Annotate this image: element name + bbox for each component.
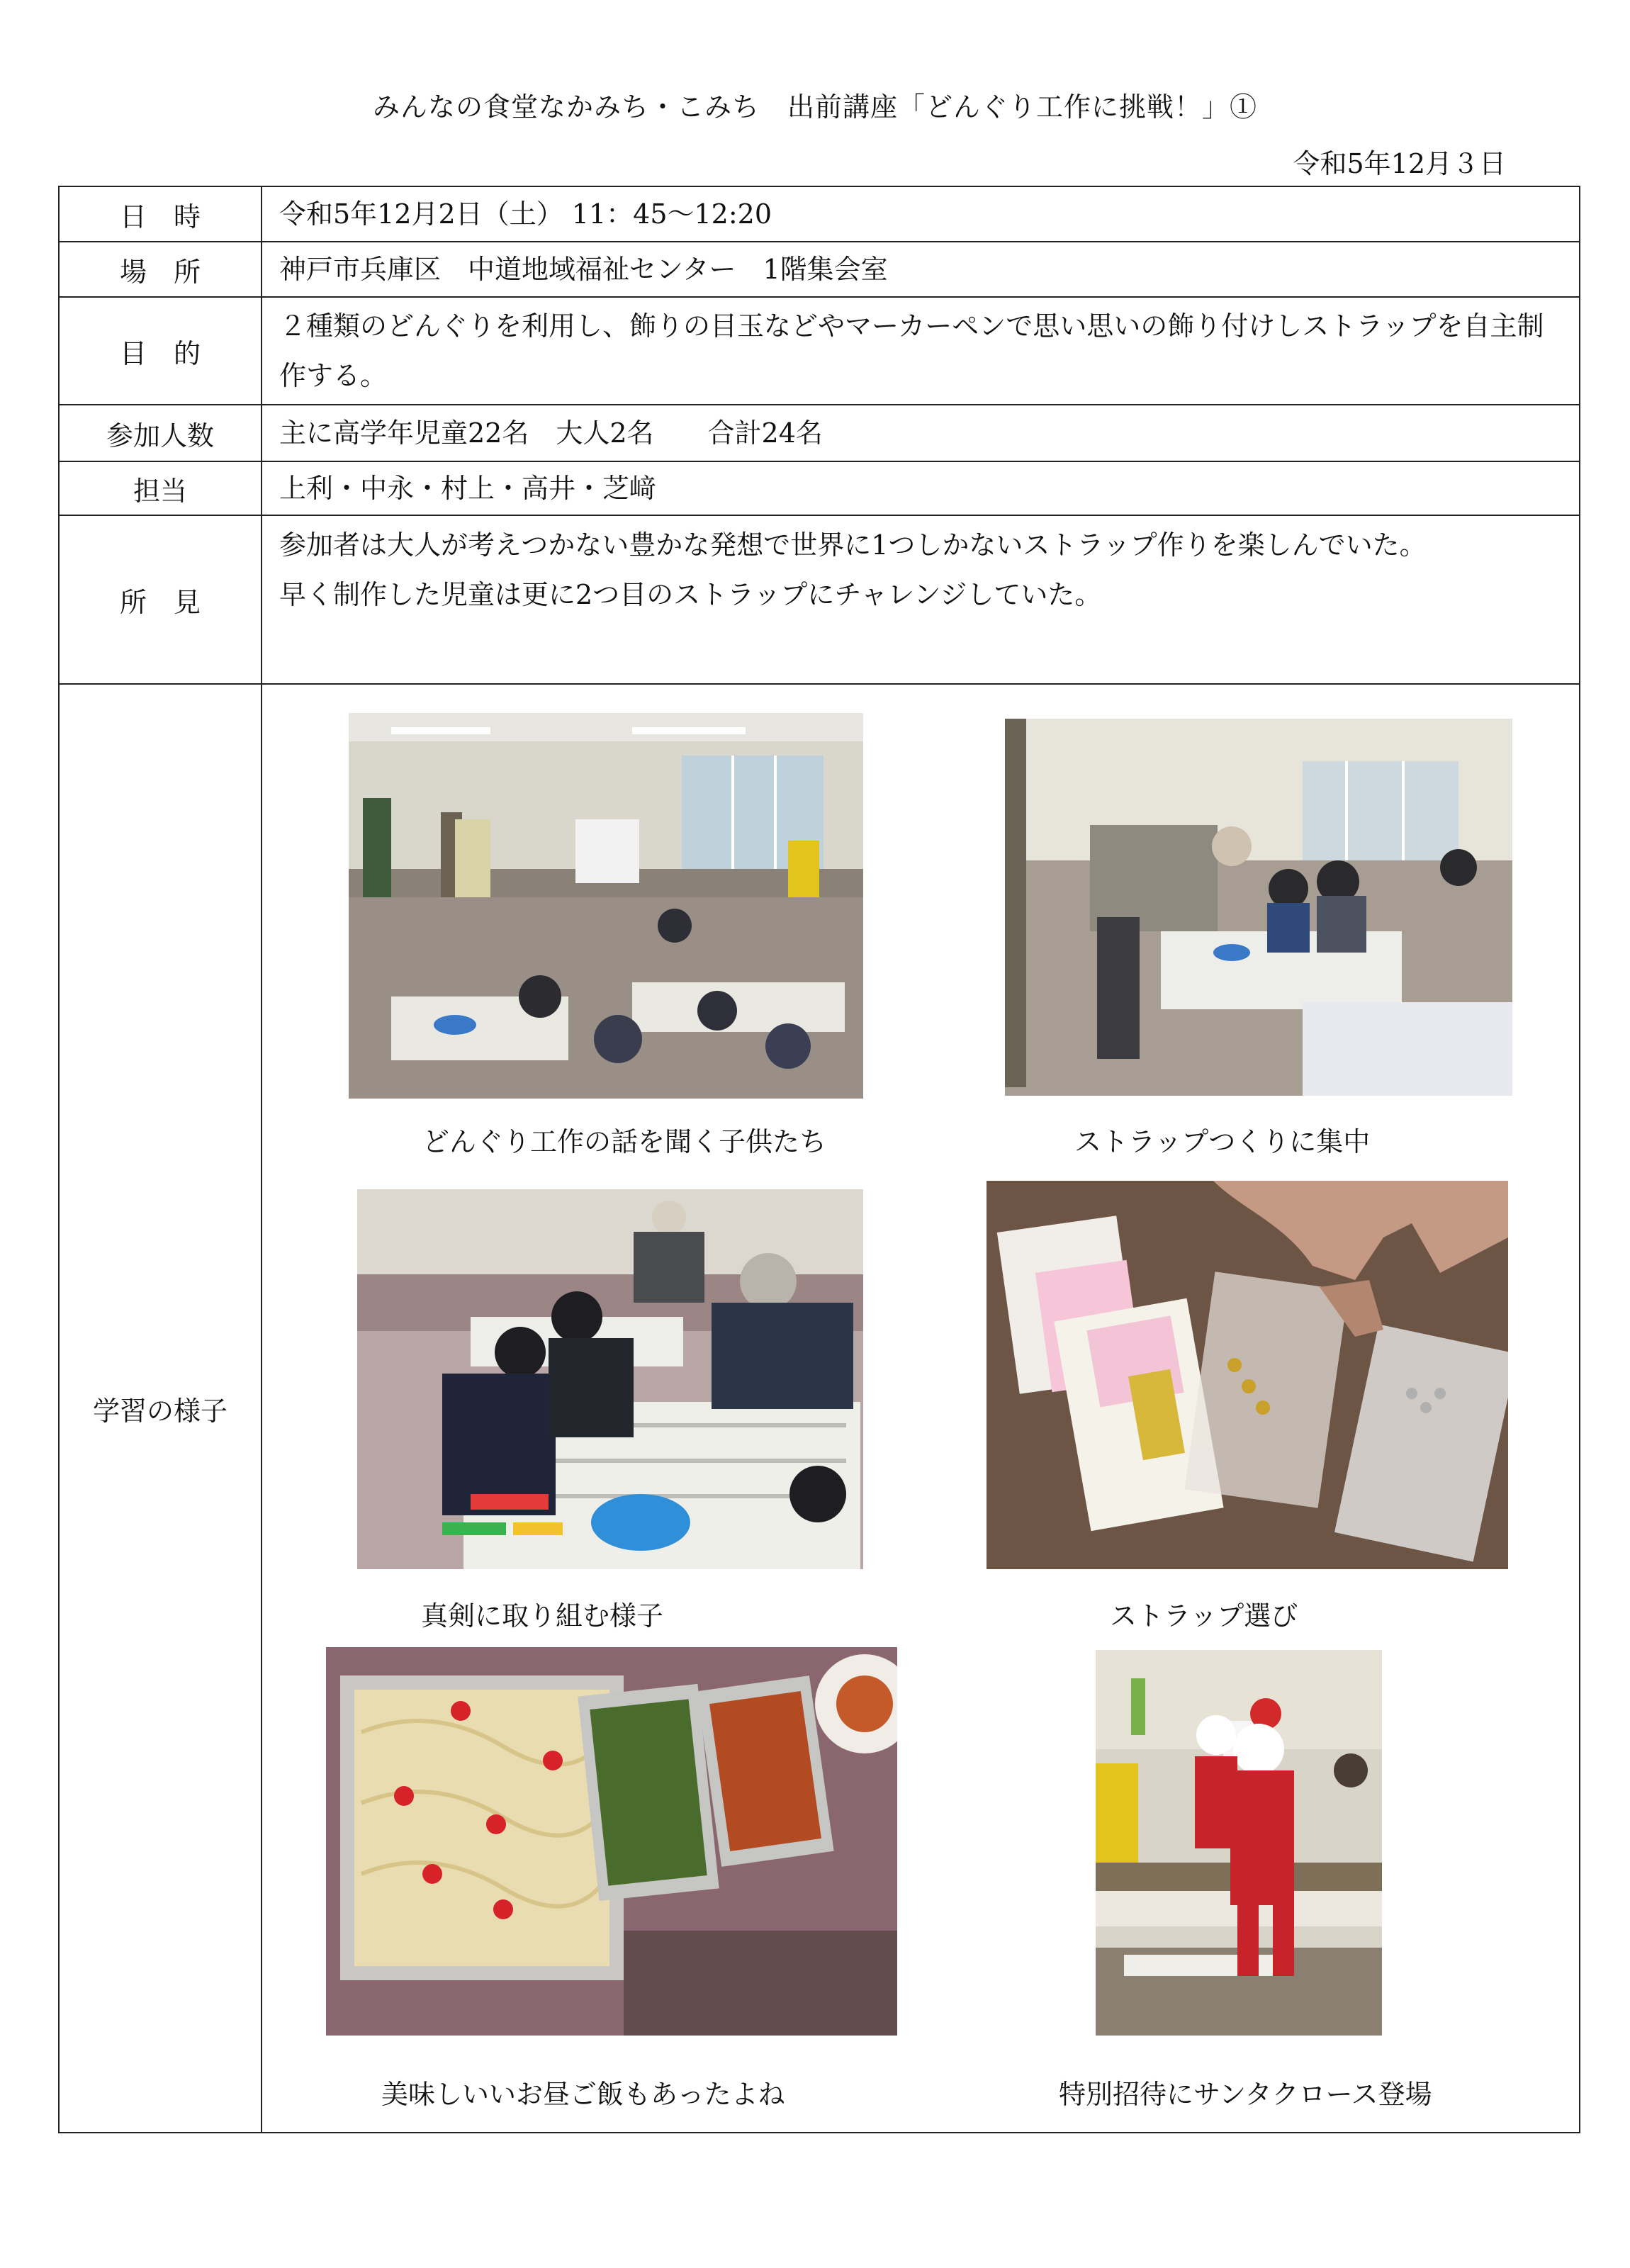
learning-photos-cell (262, 684, 1580, 2133)
value-participants: 主に高学年児童22名 大人2名 合計24名 (262, 405, 1580, 461)
photo-grid (262, 685, 1582, 2131)
photo-lunch (326, 1647, 897, 2036)
report-date: 令和5年12月３日 (1293, 148, 1506, 179)
row-datetime (59, 186, 1580, 242)
report-title: みんなの食堂なかみち・こみち 出前講座「どんぐり工作に挑戦！」① (372, 91, 1257, 123)
caption-strap-choosing: ストラップ選び (1110, 1600, 1298, 1632)
row-staff (59, 461, 1580, 515)
label-learning: 学習の様子 (59, 684, 262, 2133)
caption-santa: 特別招待にサンタクロース登場 (1059, 2079, 1432, 2110)
findings-line-2: 早く制作した児童は更に2つ目のストラップにチャレンジしていた。 (279, 579, 1102, 610)
value-datetime: 令和5年12月2日（土） 11：45～12:20 (262, 186, 1580, 242)
caption-lunch: 美味しいいお昼ご飯もあったよね (381, 2079, 785, 2110)
label-datetime: 日 時 (59, 186, 262, 242)
caption-strap-making: ストラップつくりに集中 (1074, 1126, 1371, 1157)
label-findings: 所 見 (59, 515, 262, 684)
photo-santa (1096, 1650, 1382, 2036)
findings-line-1: 参加者は大人が考えつかない豊かな発想で世界に1つしかないストラップ作りを楽しんでいた。 (279, 529, 1427, 561)
row-participants (59, 405, 1580, 461)
label-staff: 担当 (59, 461, 262, 515)
label-purpose: 目 的 (59, 297, 262, 405)
row-purpose (59, 297, 1580, 405)
caption-classroom: どんぐり工作の話を聞く子供たち (422, 1126, 827, 1157)
label-participants: 参加人数 (59, 405, 262, 461)
row-place (59, 242, 1580, 297)
label-place: 場 所 (59, 242, 262, 297)
caption-working: 真剣に取り組む様子 (421, 1600, 664, 1632)
photo-strap-choosing (987, 1181, 1508, 1569)
value-place: 神戸市兵庫区 中道地域福祉センター 1階集会室 (262, 242, 1580, 297)
report-table (58, 186, 1580, 2133)
value-findings (262, 515, 1580, 684)
photo-classroom (349, 713, 863, 1099)
photo-strap-making (1005, 719, 1512, 1096)
row-learning (59, 684, 1580, 2133)
value-staff: 上利・中永・村上・高井・芝﨑 (262, 461, 1580, 515)
value-purpose: ２種類のどんぐりを利用し、飾りの目玉などやマーカーペンで思い思いの飾り付けしストラップを自主制作する。 (262, 297, 1580, 405)
row-findings (59, 515, 1580, 684)
photo-working (357, 1189, 863, 1569)
